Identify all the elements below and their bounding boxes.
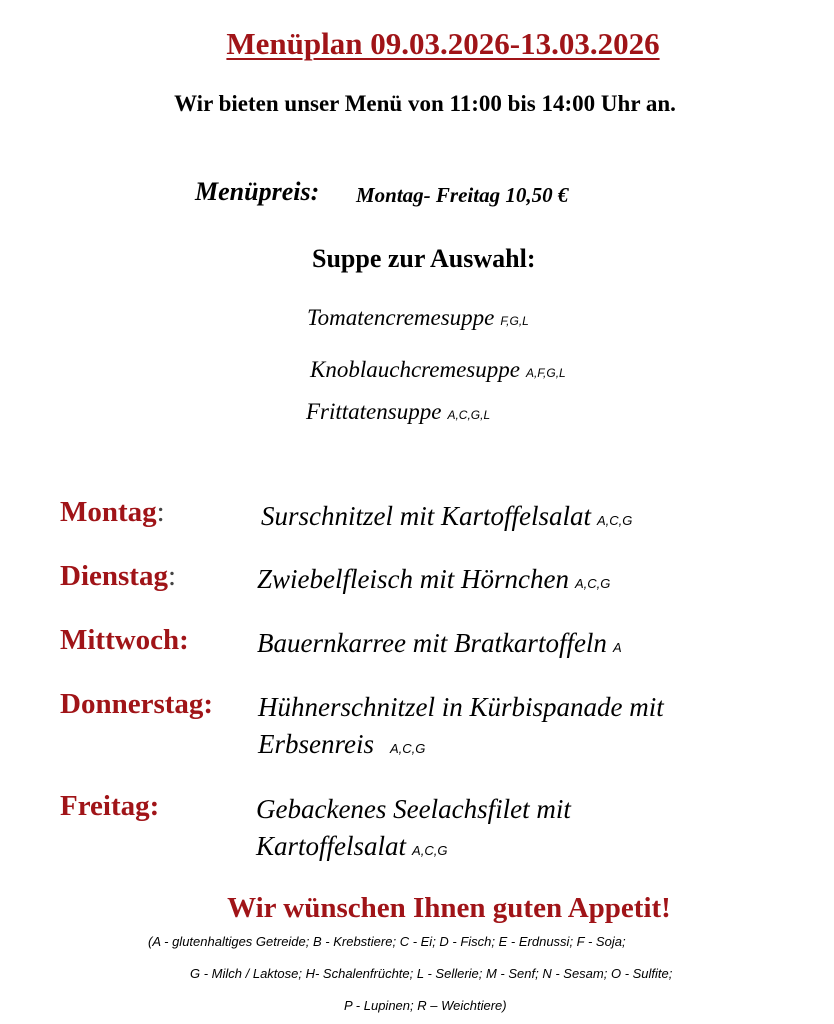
menu-title: Menüplan 09.03.2026-13.03.2026	[226, 26, 660, 61]
dish-allergens: A,C,G	[574, 576, 611, 591]
dish-allergens: A,C,G	[390, 741, 426, 756]
soup-item	[307, 305, 529, 331]
soup-name: Tomatencremesuppe	[307, 305, 495, 330]
dish-freitag	[256, 791, 571, 869]
day-label-dienstag: Dienstag:	[60, 560, 177, 592]
allergen-legend-line-2: G - Milch / Laktose; H- Schalenfrüchte; L - Sellerie; M - Senf; N - Sesam; O - Sulfite;	[190, 966, 673, 981]
soup-name: Knoblauchcremesuppe	[310, 357, 520, 382]
price-label: Menüpreis:	[195, 177, 320, 206]
dish-name-line2: Kartoffelsalat	[256, 831, 407, 861]
day-label-montag: Montag:	[60, 496, 165, 528]
dish-allergens: A,C,G	[597, 513, 633, 528]
soup-name: Frittatensuppe	[306, 399, 442, 424]
soup-item	[310, 357, 566, 383]
dish-name: Bauernkarree mit Bratkartoffeln	[257, 628, 607, 658]
dish-name: Zwiebelfleisch mit Hörnchen	[257, 564, 569, 594]
day-label-freitag: Freitag:	[60, 790, 160, 822]
soup-allergens: A,C,G,L	[447, 408, 491, 422]
soup-allergens: F,G,L	[500, 314, 529, 328]
soup-heading: Suppe zur Auswahl:	[312, 244, 536, 273]
dish-name: Surschnitzel mit Kartoffelsalat	[261, 501, 592, 531]
soup-item	[306, 399, 490, 425]
dish-donnerstag	[258, 689, 664, 767]
dish-dienstag	[257, 561, 610, 602]
dish-mittwoch	[257, 625, 622, 666]
dish-allergens: A	[612, 640, 622, 655]
day-label-mittwoch: Mittwoch:	[60, 624, 189, 656]
dish-name-line2: Erbsenreis	[258, 729, 374, 759]
dish-allergens: A,C,G	[412, 843, 448, 858]
serving-hours: Wir bieten unser Menü von 11:00 bis 14:00 Uhr an.	[174, 91, 676, 116]
allergen-legend-line-1: (A - glutenhaltiges Getreide; B - Krebstiere; C - Ei; D - Fisch; E - Erdnussi; F - Soja;	[148, 934, 626, 949]
soup-allergens: A,F,G,L	[525, 366, 566, 380]
dish-name: Gebackenes Seelachsfilet mit	[256, 794, 571, 824]
allergen-legend-line-3: P - Lupinen; R – Weichtiere)	[344, 998, 507, 1013]
closing-message: Wir wünschen Ihnen guten Appetit!	[227, 892, 671, 924]
day-label-donnerstag: Donnerstag:	[60, 688, 214, 720]
dish-montag	[261, 498, 632, 539]
price-value: Montag- Freitag 10,50 €	[356, 183, 569, 207]
dish-name: Hühnerschnitzel in Kürbispanade mit	[258, 692, 664, 722]
